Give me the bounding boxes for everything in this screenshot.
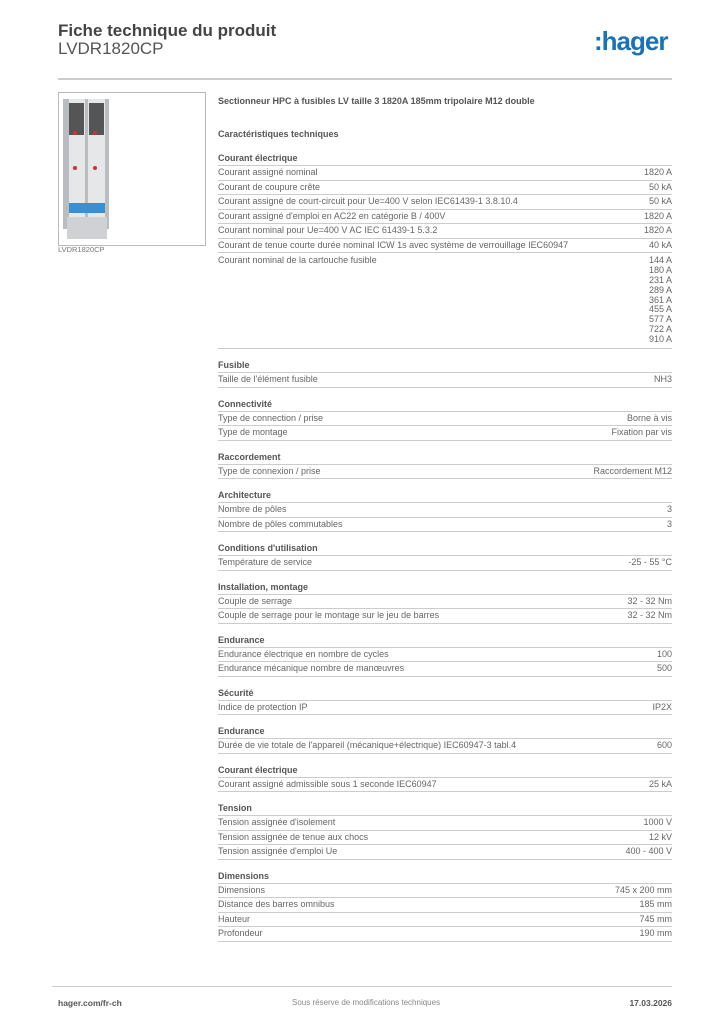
spec-value: 12 kV bbox=[648, 831, 672, 842]
spec-value: 144 A bbox=[648, 255, 672, 265]
spec-row bbox=[218, 210, 672, 225]
spec-value: 910 A bbox=[648, 334, 672, 345]
spec-value: 50 kA bbox=[648, 196, 672, 206]
spec-section bbox=[218, 580, 672, 624]
section-title: Sécurité bbox=[218, 686, 672, 701]
footer-website[interactable]: hager.com/fr-ch bbox=[58, 998, 122, 1008]
spec-value: 289 A bbox=[648, 284, 672, 295]
spec-value: 577 A bbox=[648, 314, 672, 325]
spec-value: 455 A bbox=[648, 304, 672, 315]
spec-row bbox=[218, 662, 672, 677]
spec-value: 25 kA bbox=[648, 778, 672, 789]
spec-row bbox=[218, 181, 672, 196]
spec-row bbox=[218, 884, 672, 899]
spec-value: 722 A bbox=[648, 324, 672, 335]
spec-section bbox=[218, 358, 672, 388]
spec-row bbox=[218, 831, 672, 846]
spec-value: 3 bbox=[666, 504, 672, 515]
spec-row bbox=[218, 845, 672, 860]
spec-value: 100 bbox=[656, 648, 672, 659]
spec-section bbox=[218, 801, 672, 860]
spec-label: Distance des barres omnibus bbox=[218, 899, 335, 910]
spec-label: Courant assigné de court-circuit pour Ue=400 V selon IEC61439-1 3.8.10.4 bbox=[218, 196, 518, 206]
spec-value: 400 - 400 V bbox=[625, 846, 672, 857]
spec-row bbox=[218, 913, 672, 928]
spec-section bbox=[218, 763, 672, 793]
spec-label: Nombre de pôles commutables bbox=[218, 518, 343, 529]
spec-value: IP2X bbox=[652, 701, 672, 712]
spec-row bbox=[218, 739, 672, 754]
spec-label: Type de connexion / prise bbox=[218, 465, 321, 476]
spec-row bbox=[218, 648, 672, 663]
spec-value: 32 - 32 Nm bbox=[627, 610, 672, 621]
section-title: Raccordement bbox=[218, 450, 672, 465]
spec-row bbox=[218, 195, 672, 210]
spec-section bbox=[218, 397, 672, 441]
footer-divider bbox=[52, 986, 672, 987]
spec-label: Courant de coupure crête bbox=[218, 181, 321, 192]
spec-section bbox=[218, 541, 672, 571]
spec-value: Raccordement M12 bbox=[593, 465, 672, 476]
product-reference: LVDR1820CP bbox=[58, 39, 164, 58]
spec-label: Hauteur bbox=[218, 913, 251, 924]
spec-label: Indice de protection IP bbox=[218, 701, 308, 712]
spec-row bbox=[218, 465, 672, 480]
spec-row bbox=[218, 239, 672, 254]
spec-label: Courant assigné admissible sous 1 seconde IEC60947 bbox=[218, 778, 437, 789]
spec-section bbox=[218, 724, 672, 754]
spec-value: 500 bbox=[656, 663, 672, 674]
product-image bbox=[58, 92, 206, 246]
spec-value: 50 kA bbox=[648, 181, 672, 192]
section-title: Architecture bbox=[218, 488, 672, 503]
spec-label: Courant assigné d'emploi en AC22 en catégorie B / 400V bbox=[218, 210, 446, 221]
product-name: Sectionneur HPC à fusibles LV taille 3 1820A 185mm tripolaire M12 double bbox=[218, 96, 535, 106]
spec-value: 745 x 200 mm bbox=[614, 884, 672, 895]
section-title: Endurance bbox=[218, 633, 672, 648]
spec-label: Courant assigné nominal bbox=[218, 167, 318, 177]
spec-content bbox=[218, 96, 672, 942]
spec-label: Couple de serrage bbox=[218, 595, 293, 606]
spec-section bbox=[218, 686, 672, 716]
section-title: Fusible bbox=[218, 358, 672, 373]
spec-value: NH3 bbox=[653, 374, 672, 385]
spec-label: Profondeur bbox=[218, 928, 263, 939]
header-divider bbox=[58, 78, 672, 80]
footer-disclaimer: Sous réserve de modifications techniques bbox=[292, 998, 441, 1007]
spec-value: 185 mm bbox=[639, 899, 672, 910]
spec-value: 190 mm bbox=[639, 928, 672, 939]
spec-value: Borne à vis bbox=[626, 412, 672, 423]
section-title: Dimensions bbox=[218, 869, 672, 884]
spec-value: 180 A bbox=[648, 264, 672, 275]
spec-section bbox=[218, 869, 672, 942]
spec-row bbox=[218, 898, 672, 913]
spec-label: Tension assignée d'isolement bbox=[218, 817, 336, 828]
spec-label: Nombre de pôles bbox=[218, 504, 287, 515]
spec-row bbox=[218, 426, 672, 441]
page-title: Fiche technique du produit bbox=[58, 21, 277, 40]
spec-label: Type de montage bbox=[218, 427, 288, 438]
spec-label: Température de service bbox=[218, 557, 313, 568]
characteristics-title: Caractéristiques techniques bbox=[218, 129, 339, 139]
section-title: Tension bbox=[218, 801, 672, 816]
image-caption: LVDR1820CP bbox=[58, 245, 105, 254]
spec-label: Tension assignée de tenue aux chocs bbox=[218, 831, 369, 842]
spec-label: Taille de l'élément fusible bbox=[218, 374, 318, 385]
hager-logo: :hager bbox=[594, 26, 668, 56]
spec-row bbox=[218, 412, 672, 427]
spec-section bbox=[218, 450, 672, 480]
spec-label: Courant de tenue courte durée nominal ICW 1s avec système de verrouillage IEC60947 bbox=[218, 239, 569, 250]
section-title: Courant électrique bbox=[218, 763, 672, 778]
spec-value: 32 - 32 Nm bbox=[627, 595, 672, 606]
spec-value: 1820 A bbox=[643, 225, 672, 235]
spec-value: 600 bbox=[656, 740, 672, 751]
spec-label: Courant nominal pour Ue=400 V AC IEC 61439-1 5.3.2 bbox=[218, 225, 438, 235]
spec-label: Courant nominal de la cartouche fusible bbox=[218, 255, 377, 265]
spec-label: Tension assignée d'emploi Ue bbox=[218, 846, 338, 857]
spec-value: 3 bbox=[666, 518, 672, 529]
spec-label: Dimensions bbox=[218, 884, 266, 895]
spec-label: Endurance électrique en nombre de cycles bbox=[218, 648, 389, 659]
section-title: Courant électrique bbox=[218, 151, 672, 166]
spec-row bbox=[218, 373, 672, 388]
spec-value-list bbox=[649, 255, 672, 344]
spec-row-multi bbox=[218, 253, 672, 349]
spec-sections bbox=[218, 151, 672, 942]
spec-value: -25 - 55 °C bbox=[628, 557, 672, 568]
spec-row bbox=[218, 166, 672, 181]
spec-section bbox=[218, 488, 672, 532]
spec-value: 1000 V bbox=[643, 817, 672, 828]
spec-section bbox=[218, 633, 672, 677]
spec-value: 745 mm bbox=[639, 913, 672, 924]
section-title: Conditions d'utilisation bbox=[218, 541, 672, 556]
section-title: Endurance bbox=[218, 724, 672, 739]
spec-row bbox=[218, 518, 672, 533]
spec-section bbox=[218, 151, 672, 349]
spec-value: 361 A bbox=[648, 294, 672, 305]
spec-row bbox=[218, 701, 672, 716]
spec-row bbox=[218, 556, 672, 571]
spec-value: 231 A bbox=[648, 274, 672, 285]
spec-row bbox=[218, 927, 672, 942]
spec-value: 40 kA bbox=[648, 239, 672, 250]
spec-value: Fixation par vis bbox=[611, 427, 672, 438]
spec-row bbox=[218, 816, 672, 831]
spec-row bbox=[218, 595, 672, 610]
spec-label: Type de connection / prise bbox=[218, 412, 324, 423]
spec-row bbox=[218, 224, 672, 239]
spec-value: 1820 A bbox=[643, 167, 672, 177]
spec-label: Endurance mécanique nombre de manœuvres bbox=[218, 663, 405, 674]
footer-date: 17.03.2026 bbox=[629, 998, 672, 1008]
section-title: Installation, montage bbox=[218, 580, 672, 595]
spec-value: 1820 A bbox=[643, 210, 672, 221]
spec-row bbox=[218, 609, 672, 624]
section-title: Connectivité bbox=[218, 397, 672, 412]
spec-label: Durée de vie totale de l'appareil (mécanique+électrique) IEC60947-3 tabl.4 bbox=[218, 740, 517, 751]
spec-row bbox=[218, 503, 672, 518]
spec-row bbox=[218, 778, 672, 793]
spec-label: Couple de serrage pour le montage sur le jeu de barres bbox=[218, 610, 440, 621]
